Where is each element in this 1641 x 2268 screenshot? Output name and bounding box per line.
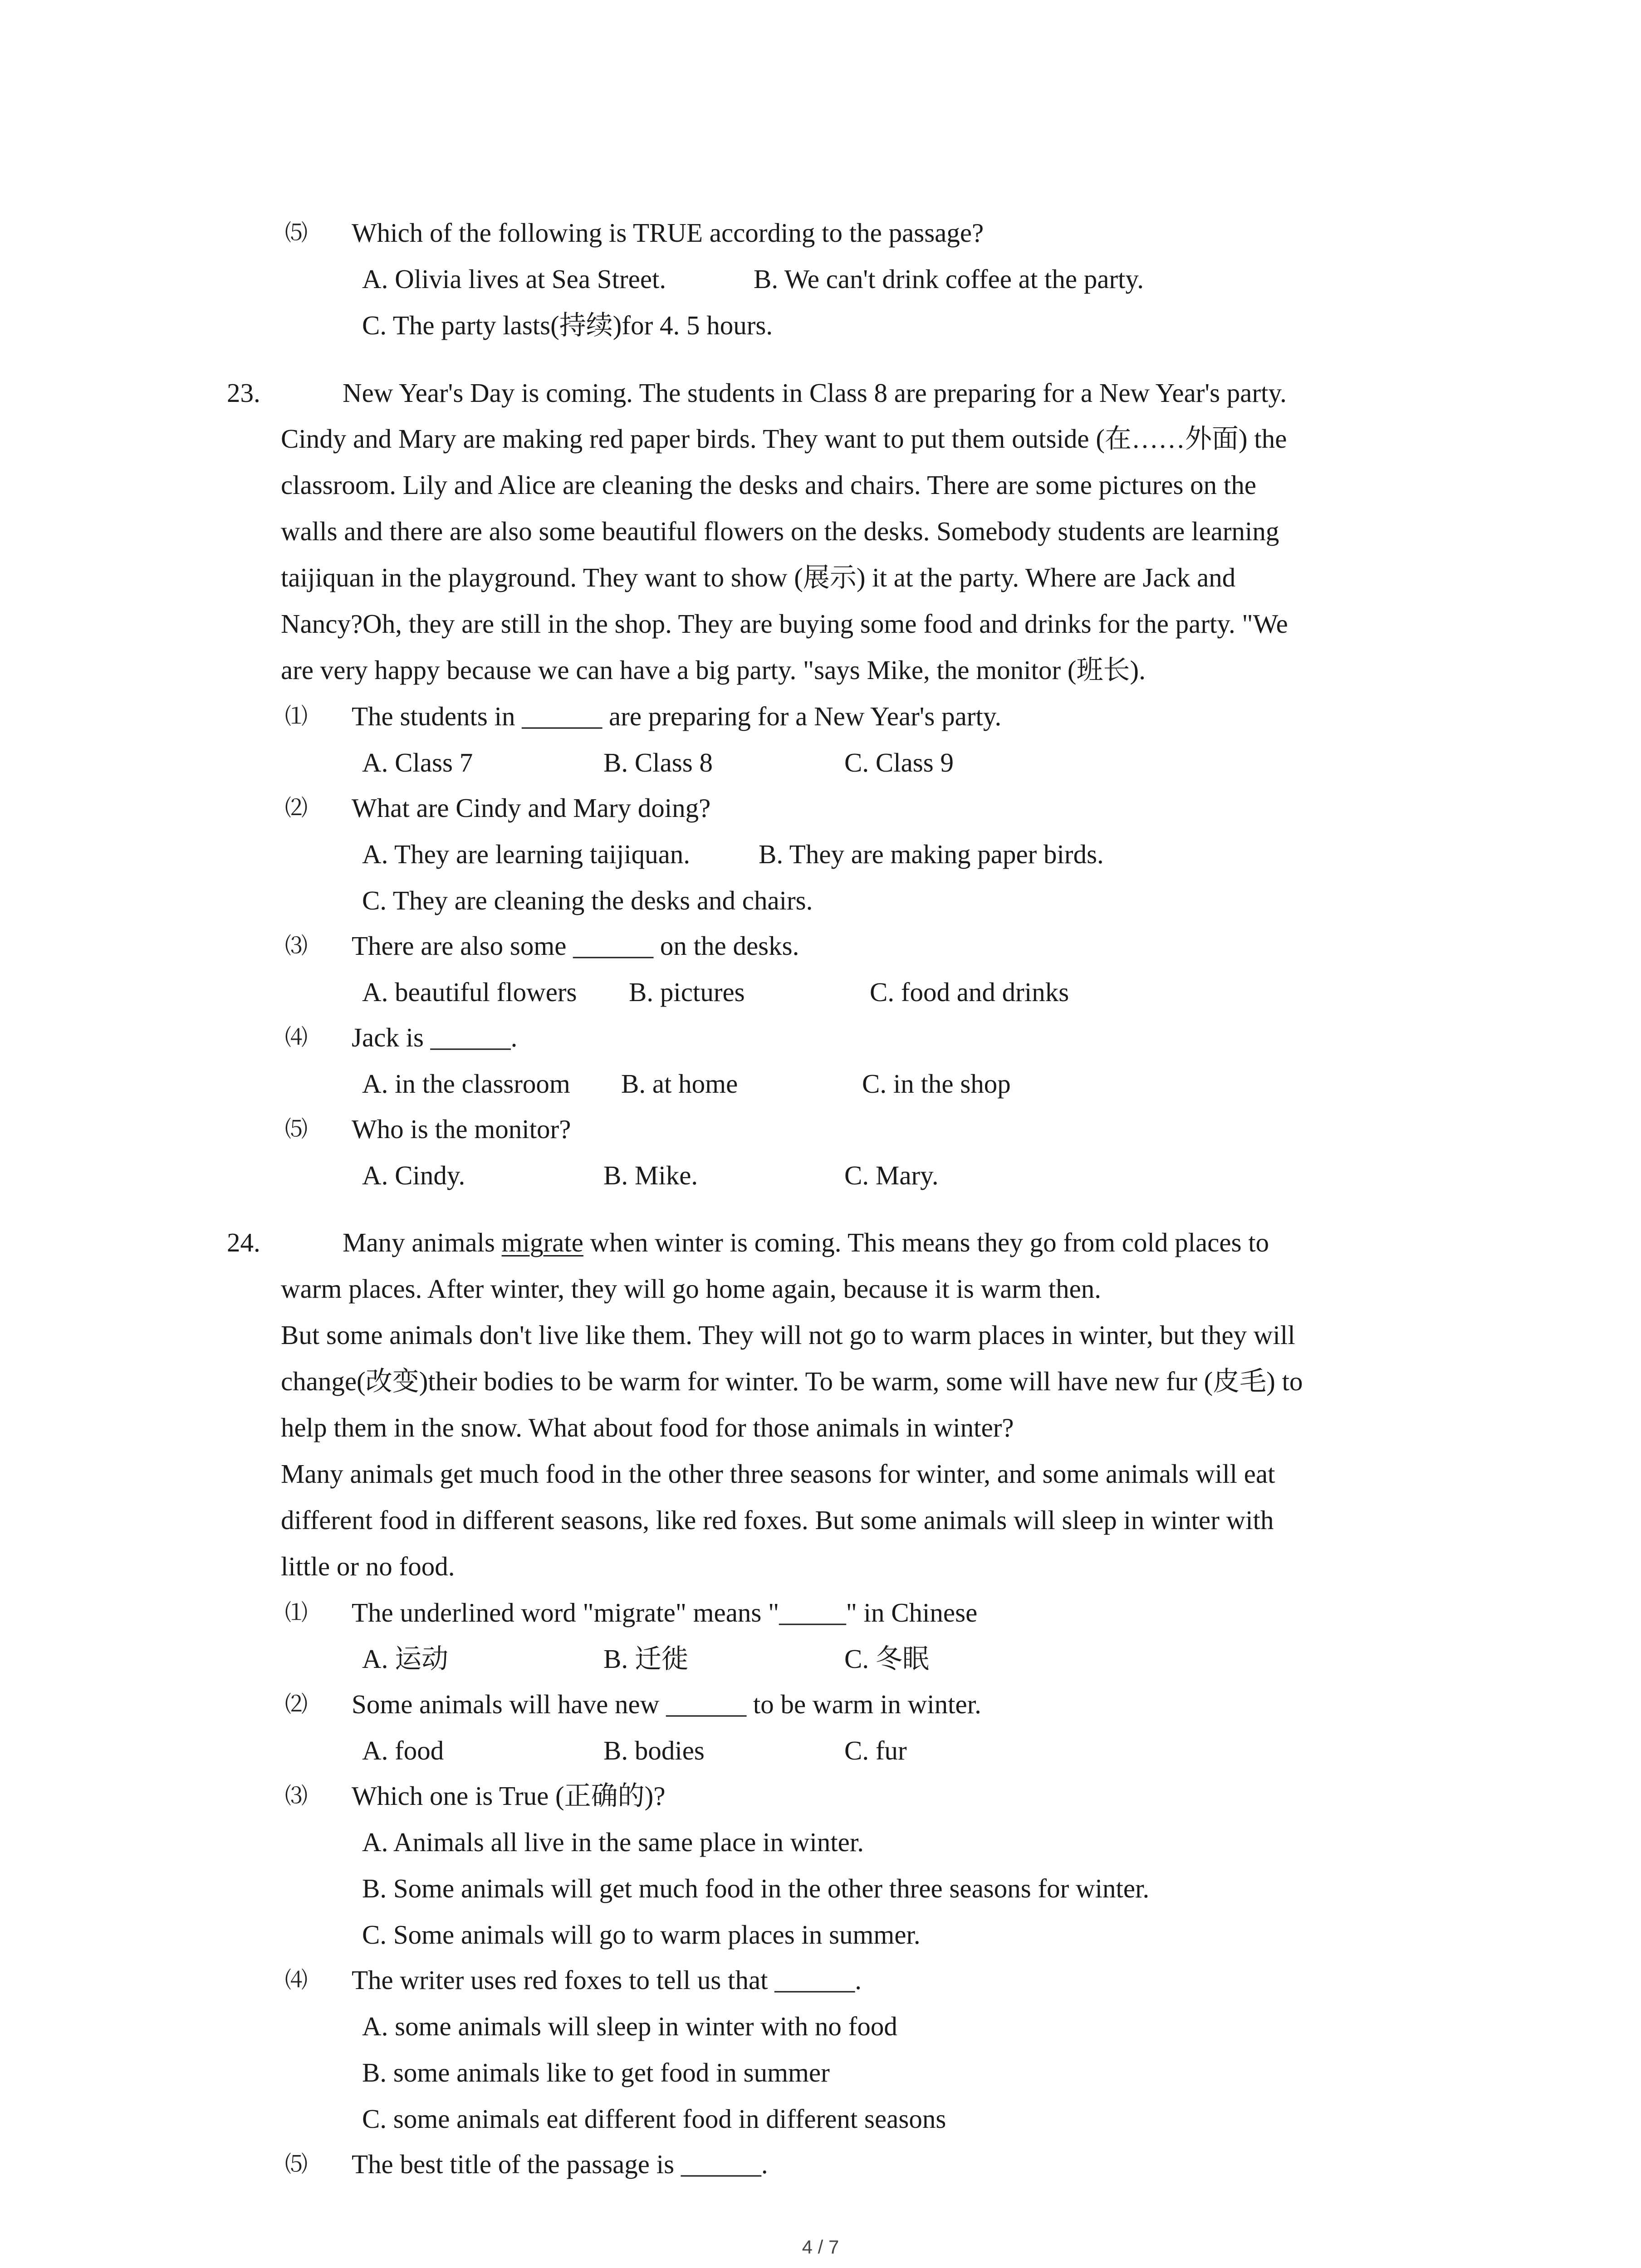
- q24-passage-first-line: [343, 1229, 1269, 1256]
- q24-sub1-option-a: A. 运动: [362, 1644, 449, 1674]
- q23-passage-line: New Year's Day is coming. The students in Class 8 are preparing for a New Year's party.: [343, 378, 1287, 408]
- q22-sub5-option-a: A. Olivia lives at Sea Street.: [362, 264, 666, 294]
- q23-passage-line: classroom. Lily and Alice are cleaning the desks and chairs. There are some pictures on the: [281, 470, 1257, 500]
- q24-passage-line: warm places. After winter, they will go home again, because it is warm then.: [281, 1274, 1102, 1304]
- q24-sub5-stem: The best title of the passage is ______.: [352, 2149, 768, 2179]
- q23-sub2-option-a: A. They are learning taijiquan.: [362, 839, 691, 869]
- q23-passage-line: are very happy because we can have a big party. "says Mike, the monitor (班长).: [281, 655, 1146, 685]
- q23-sub3-number: ⑶: [285, 933, 308, 959]
- q24-sub4-option-a: A. some animals will sleep in winter with no food: [362, 2011, 897, 2041]
- q24-sub2-option-c: C. fur: [844, 1735, 907, 1765]
- q23-sub3-option-b: B. pictures: [629, 977, 745, 1007]
- q24-passage-line: But some animals don't live like them. They will not go to warm places in winter, but they will: [281, 1320, 1295, 1350]
- q23-sub1-stem: The students in ______ are preparing for a New Year's party.: [352, 701, 1002, 731]
- q24-sub3-stem: Which one is True (正确的)?: [352, 1781, 666, 1811]
- q23-sub5-option-b: B. Mike.: [603, 1160, 698, 1190]
- q23-sub1-number: ⑴: [285, 703, 308, 729]
- q24-sub1-option-b: B. 迁徙: [603, 1644, 688, 1674]
- q23-sub2-option-b: B. They are making paper birds.: [759, 839, 1104, 869]
- q23-passage-line: Nancy?Oh, they are still in the shop. They are buying some food and drinks for the party. "We: [281, 609, 1288, 639]
- q23-sub4-stem: Jack is ______.: [352, 1022, 518, 1052]
- q24-sub2-number: ⑵: [285, 1691, 308, 1717]
- q23-sub5-stem: Who is the monitor?: [352, 1114, 571, 1144]
- q22-sub5-number: ⑸: [285, 220, 308, 246]
- q23-sub4-option-b: B. at home: [621, 1069, 738, 1099]
- page-number: 4 / 7: [802, 2236, 839, 2258]
- q24-passage-line: Many animals get much food in the other three seasons for winter, and some animals will eat: [281, 1459, 1275, 1489]
- q24-sub3-option-b: B. Some animals will get much food in the other three seasons for winter.: [362, 1873, 1150, 1903]
- q23-sub2-number: ⑵: [285, 795, 308, 821]
- q23-sub1-option-a: A. Class 7: [362, 748, 473, 777]
- q23-number: 23.: [227, 378, 260, 408]
- q24-sub3-number: ⑶: [285, 1783, 308, 1809]
- q24-passage-line: different food in different seasons, like red foxes. But some animals will sleep in winter with: [281, 1505, 1274, 1535]
- q23-sub3-option-a: A. beautiful flowers: [362, 977, 577, 1007]
- q24-sub2-option-b: B. bodies: [603, 1735, 705, 1765]
- q23-sub5-number: ⑸: [285, 1116, 308, 1142]
- q23-passage-line: walls and there are also some beautiful flowers on the desks. Somebody students are learning: [281, 516, 1279, 546]
- q23-passage-line: taijiquan in the playground. They want to show (展示) it at the party. Where are Jack and: [281, 562, 1236, 592]
- q24-sub1-stem: The underlined word "migrate" means "_____" in Chinese: [352, 1598, 978, 1628]
- q24-sub3-option-c: C. Some animals will go to warm places in summer.: [362, 1920, 921, 1950]
- q23-sub5-option-c: C. Mary.: [844, 1160, 939, 1190]
- q23-sub3-stem: There are also some ______ on the desks.: [352, 931, 799, 961]
- q23-sub2-stem: What are Cindy and Mary doing?: [352, 793, 711, 823]
- q24-passage-line: help them in the snow. What about food for those animals in winter?: [281, 1413, 1014, 1442]
- q24-sub4-stem: The writer uses red foxes to tell us that ______.: [352, 1965, 862, 1995]
- q23-sub4-number: ⑷: [285, 1024, 308, 1051]
- q24-line-end: when winter is coming. This means they go from cold places to: [583, 1227, 1269, 1257]
- q24-sub1-option-c: C. 冬眠: [844, 1644, 929, 1674]
- q24-sub1-number: ⑴: [285, 1599, 308, 1626]
- q24-passage-line: change(改变)their bodies to be warm for winter. To be warm, some will have new fur (皮毛) to: [281, 1366, 1303, 1396]
- q24-sub4-number: ⑷: [285, 1967, 308, 1993]
- q24-sub3-option-a: A. Animals all live in the same place in winter.: [362, 1827, 864, 1857]
- q24-sub2-stem: Some animals will have new ______ to be warm in winter.: [352, 1689, 981, 1719]
- q23-sub1-option-c: C. Class 9: [844, 748, 954, 777]
- q23-sub1-option-b: B. Class 8: [603, 748, 713, 777]
- underlined-word-migrate: migrate: [501, 1227, 583, 1257]
- q23-sub3-option-c: C. food and drinks: [870, 977, 1069, 1007]
- q24-sub2-option-a: A. food: [362, 1735, 444, 1765]
- q23-sub2-option-c: C. They are cleaning the desks and chairs.: [362, 885, 813, 915]
- q23-sub5-option-a: A. Cindy.: [362, 1160, 465, 1190]
- q24-number: 24.: [227, 1227, 260, 1257]
- q24-line-start: Many animals: [343, 1227, 502, 1257]
- q24-sub4-option-b: B. some animals like to get food in summer: [362, 2058, 830, 2087]
- q23-sub4-option-c: C. in the shop: [862, 1069, 1011, 1099]
- q22-sub5-option-b: B. We can't drink coffee at the party.: [754, 264, 1144, 294]
- q23-sub4-option-a: A. in the classroom: [362, 1069, 570, 1099]
- q24-sub5-number: ⑸: [285, 2151, 308, 2177]
- q22-sub5-option-c: C. The party lasts(持续)for 4. 5 hours.: [362, 310, 773, 340]
- q24-sub4-option-c: C. some animals eat different food in different seasons: [362, 2104, 946, 2134]
- q23-passage-line: Cindy and Mary are making red paper birds. They want to put them outside (在……外面) the: [281, 424, 1287, 454]
- q22-sub5-stem: Which of the following is TRUE according to the passage?: [352, 218, 984, 248]
- q24-passage-line: little or no food.: [281, 1551, 455, 1581]
